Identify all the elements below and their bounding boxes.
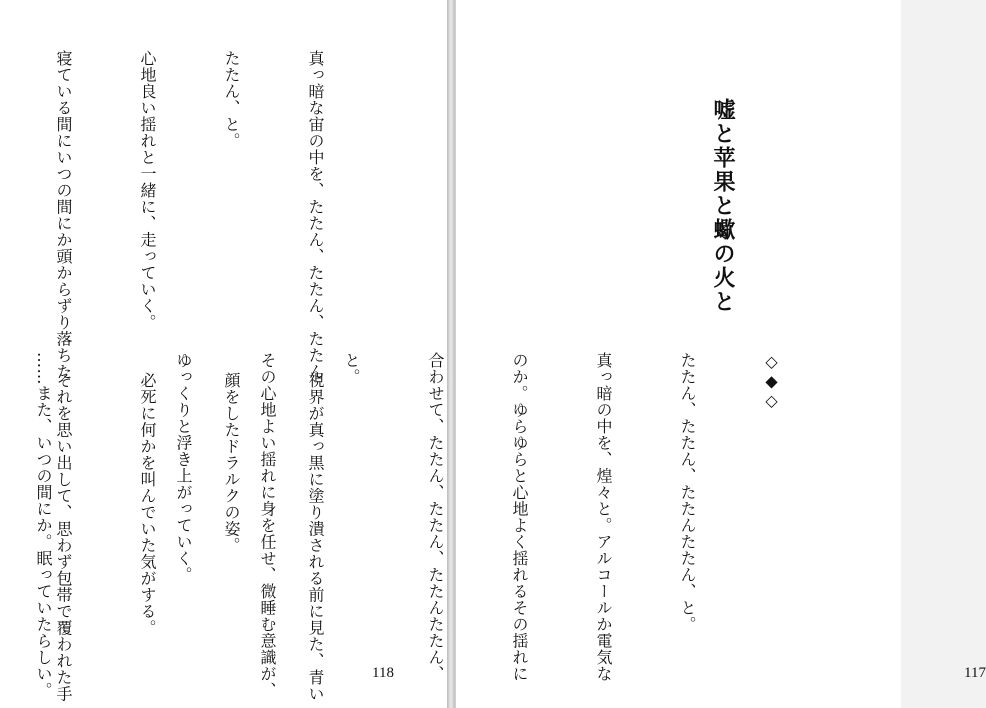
text-line: 必死に何かを叫んでいた気がする。 (138, 372, 157, 636)
text-line: 寝ている間にいつの間にか頭からずり落ちた (54, 50, 73, 380)
text-line: 顔をしたドラルクの姿。 (222, 372, 241, 554)
text-line: 真っ暗な宙の中を、たたん、たたん、たたん (306, 50, 325, 380)
left-page-text-top (0, 50, 385, 380)
text-line: と。 (342, 352, 361, 385)
text-line: たたん、と。 (222, 50, 241, 149)
text-line: 視界が真っ黒に塗り潰される前に見た、青い (306, 372, 325, 702)
text-line: その心地よい揺れに身を任せ、微睡む意識が、 (258, 352, 277, 699)
text-line: それを思い出して、思わず包帯で覆われた手 (54, 372, 73, 702)
text-line: ゆっくりと浮き上がっていく。 (174, 352, 193, 583)
text-line: たたん、たたん、たたんたたん、と。 (678, 352, 697, 633)
text-line: 合わせて、たたん、たたん、たたんたたん、 (426, 352, 445, 682)
page-number: 118 (372, 665, 394, 681)
chapter-title: 嘘と苹果と蠍の火と (710, 98, 736, 314)
section-divider: ◇◆◇ (762, 352, 781, 411)
text-line: 心地良い揺れと一緒に、走っていく。 (138, 50, 157, 331)
text-line: のか。ゆらゆらと心地よく揺れるその揺れに (510, 352, 529, 682)
text-line: 真っ暗の中を、煌々と。アルコールか電気な (594, 352, 613, 682)
text-line: ……また、いつの間にか。眠っていたらしい。 (34, 352, 53, 699)
page-number: 117 (964, 665, 986, 681)
